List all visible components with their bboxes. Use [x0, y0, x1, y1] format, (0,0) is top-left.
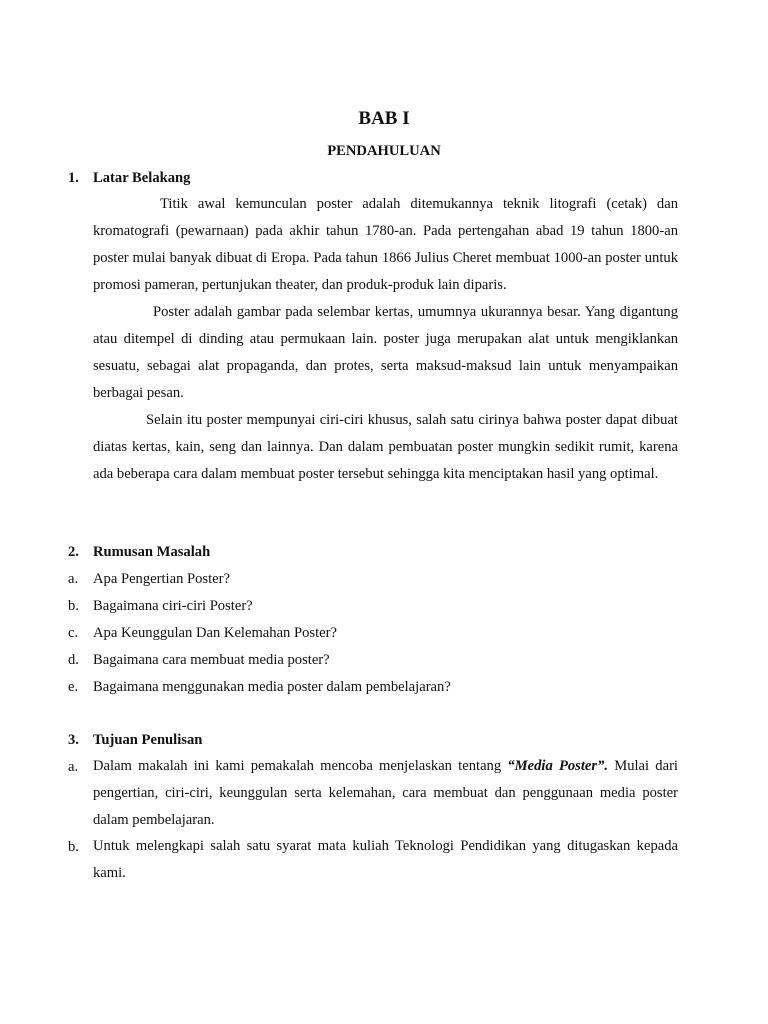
problem-item-letter: e. — [68, 679, 79, 695]
problem-item-d — [68, 652, 330, 669]
section-1-title: Latar Belakang — [93, 170, 191, 186]
goal-item-b-text: Untuk melengkapi salah satu syarat mata kuliah Teknologi Pendidikan yang ditugaskan kepada kami. — [93, 838, 678, 881]
chapter-subtitle: PENDAHULUAN — [327, 143, 441, 159]
problem-item-a — [68, 571, 230, 588]
section-3-heading — [68, 732, 202, 749]
section-3-number: 3. — [68, 732, 79, 748]
background-paragraph-2: Poster adalah gambar pada selembar kertas, umumnya ukurannya besar. Yang digantung atau ditempel di dinding atau permukaan lain. poster juga merupakan alat untuk mengiklankan sesuatu, sebagai alat propaganda, dan protes, serta maksud-maksud lain untuk menyampaikan berbagai pesan. — [93, 304, 678, 401]
problem-item-letter: a. — [68, 571, 79, 587]
background-paragraph-1: Titik awal kemunculan poster adalah ditemukannya teknik litografi (cetak) dan kromatografi (pewarnaan) pada akhir tahun 1780-an. Pada pertengahan abad 19 tahun 1800-an poster mulai banyak dibuat di Eropa. Pada tahun 1866 Julius Cheret membuat 1000-an poster untuk promosi pameran, pertunjukan theater, dan produk-produk lain diparis. — [93, 196, 678, 293]
problem-item-c — [68, 625, 337, 642]
problem-item-e — [68, 679, 451, 696]
problem-item-text: Bagaimana menggunakan media poster dalam pembelajaran? — [93, 679, 451, 695]
background-paragraph-3: Selain itu poster mempunyai ciri-ciri khusus, salah satu cirinya bahwa poster dapat dibuat diatas kertas, kain, seng dan lainnya. Dan dalam pembuatan poster mungkin sedikit rumit, karena ada beberapa cara dalam membuat poster tersebut sehingga kita menciptakan hasil yang optimal. — [93, 412, 678, 482]
problem-item-text: Bagaimana ciri-ciri Poster? — [93, 598, 253, 614]
problem-item-letter: b. — [68, 598, 79, 614]
goal-item-a-text — [93, 753, 678, 834]
goal-item-a-before: Dalam makalah ini kami pemakalah mencoba menjelaskan tentang — [93, 758, 508, 774]
problem-item-b — [68, 598, 253, 615]
problem-item-text: Apa Pengertian Poster? — [93, 571, 230, 587]
goal-item-b-letter: b. — [68, 839, 79, 855]
section-1-heading — [68, 170, 190, 187]
media-poster-emphasis: “Media Poster”. — [507, 758, 609, 774]
section-2-title: Rumusan Masalah — [93, 544, 211, 560]
goal-item-a-after: Mulai dari pengertian, ciri-ciri, keunggulan serta kelemahan, cara membuat dan penggunaan media poster dalam pembelajaran. — [93, 758, 678, 828]
section-1-number: 1. — [68, 170, 79, 186]
section-2-number: 2. — [68, 544, 79, 560]
problem-item-text: Apa Keunggulan Dan Kelemahan Poster? — [93, 625, 337, 641]
goal-item-a-letter: a. — [68, 759, 79, 775]
problem-item-text: Bagaimana cara membuat media poster? — [93, 652, 330, 668]
chapter-title: BAB I — [358, 108, 410, 129]
section-2-heading — [68, 544, 210, 561]
section-3-title: Tujuan Penulisan — [93, 732, 203, 748]
problem-item-letter: d. — [68, 652, 79, 668]
problem-item-letter: c. — [68, 625, 79, 641]
